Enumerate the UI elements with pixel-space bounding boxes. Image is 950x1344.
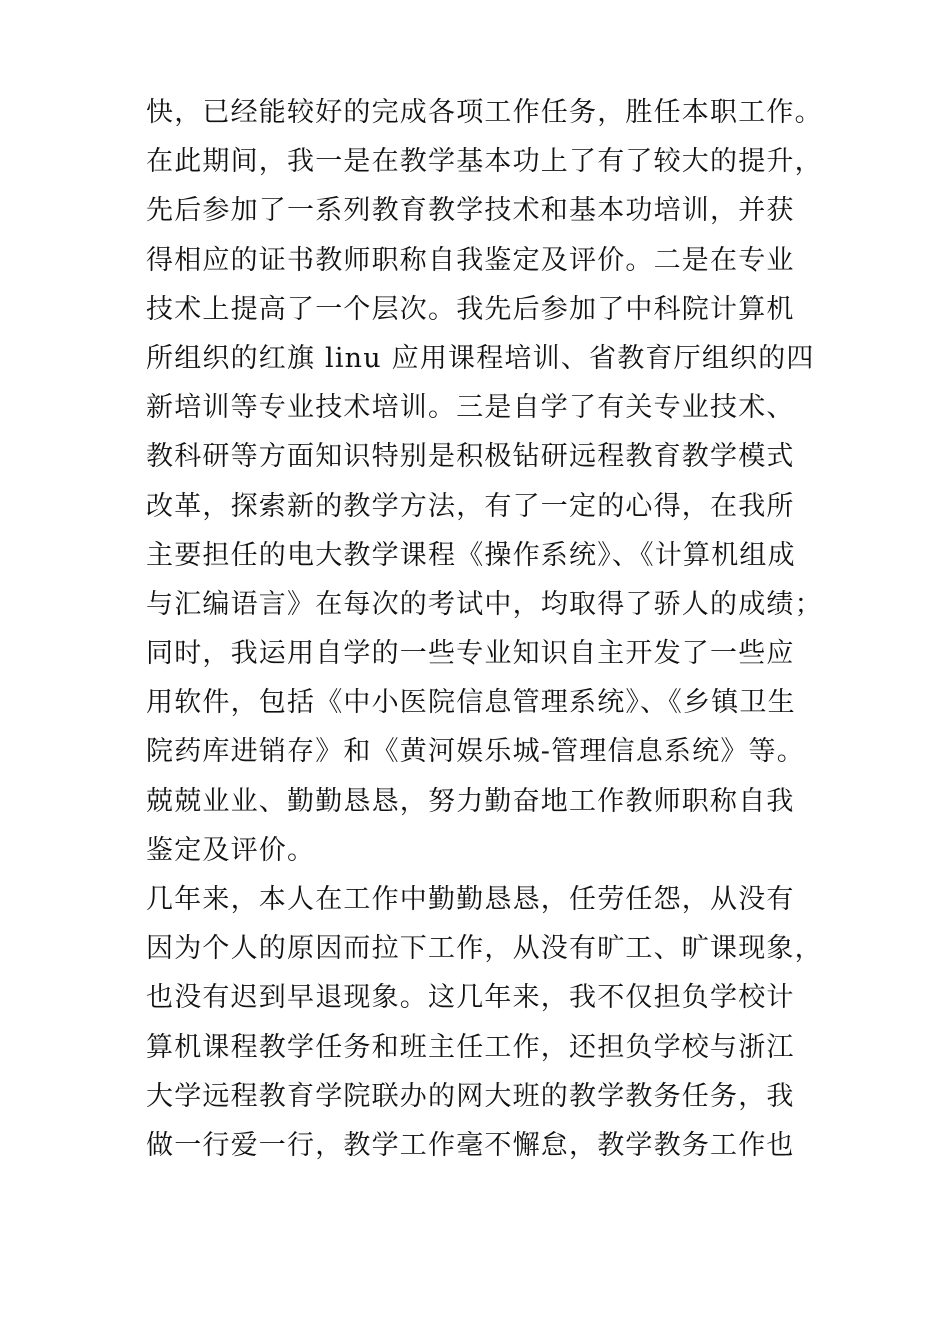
text-line: 与汇编语言》在每次的考试中，均取得了骄人的成绩；	[146, 588, 823, 620]
text-line: 同时，我运用自学的一些专业知识自主开发了一些应	[146, 638, 795, 670]
text-line: 院药库进销存》和《黄河娱乐城-管理信息系统》等。	[146, 736, 805, 768]
text-line: 快，已经能较好的完成各项工作任务，胜任本职工作。	[146, 97, 823, 128]
text-line: 先后参加了一系列教育教学技术和基本功培训，并获	[146, 195, 795, 227]
text-line: 做一行爱一行，教学工作毫不懈怠，教学教务工作也	[146, 1129, 795, 1161]
text-line: 几年来，本人在工作中勤勤恳恳，任劳任怨，从没有	[146, 884, 795, 915]
text-line: 因为个人的原因而拉下工作，从没有旷工、旷课现象，	[146, 933, 823, 965]
body-text	[146, 88, 823, 1170]
text-line: 教科研等方面知识特别是积极钻研远程教育教学模式	[146, 441, 795, 473]
text-line: 鉴定及评价。	[146, 834, 316, 866]
text-line: 改革，探索新的教学方法，有了一定的心得，在我所	[146, 490, 795, 522]
text-line: 也没有迟到早退现象。这几年来，我不仅担负学校计	[146, 982, 795, 1014]
text-line: 主要担任的电大教学课程《操作系统》、《计算机组成	[146, 539, 796, 571]
text-line: 新培训等专业技术培训。三是自学了有关专业技术、	[146, 392, 795, 424]
text-line: 所组织的红旗 linu 应用课程培训、省教育厅组织的四	[146, 342, 815, 374]
text-line: 大学远程教育学院联办的网大班的教学教务任务，我	[146, 1080, 795, 1112]
text-line: 在此期间，我一是在教学基本功上了有了较大的提升，	[146, 146, 823, 178]
text-line: 用软件，包括《中小医院信息管理系统》、《乡镇卫生	[146, 687, 796, 719]
text-line: 兢兢业业、勤勤恳恳，努力勤奋地工作教师职称自我	[146, 785, 795, 817]
text-line: 算机课程教学任务和班主任工作，还担负学校与浙江	[146, 1031, 795, 1063]
text-line: 技术上提高了一个层次。我先后参加了中科院计算机	[146, 293, 795, 325]
text-line: 得相应的证书教师职称自我鉴定及评价。二是在专业	[146, 244, 795, 276]
